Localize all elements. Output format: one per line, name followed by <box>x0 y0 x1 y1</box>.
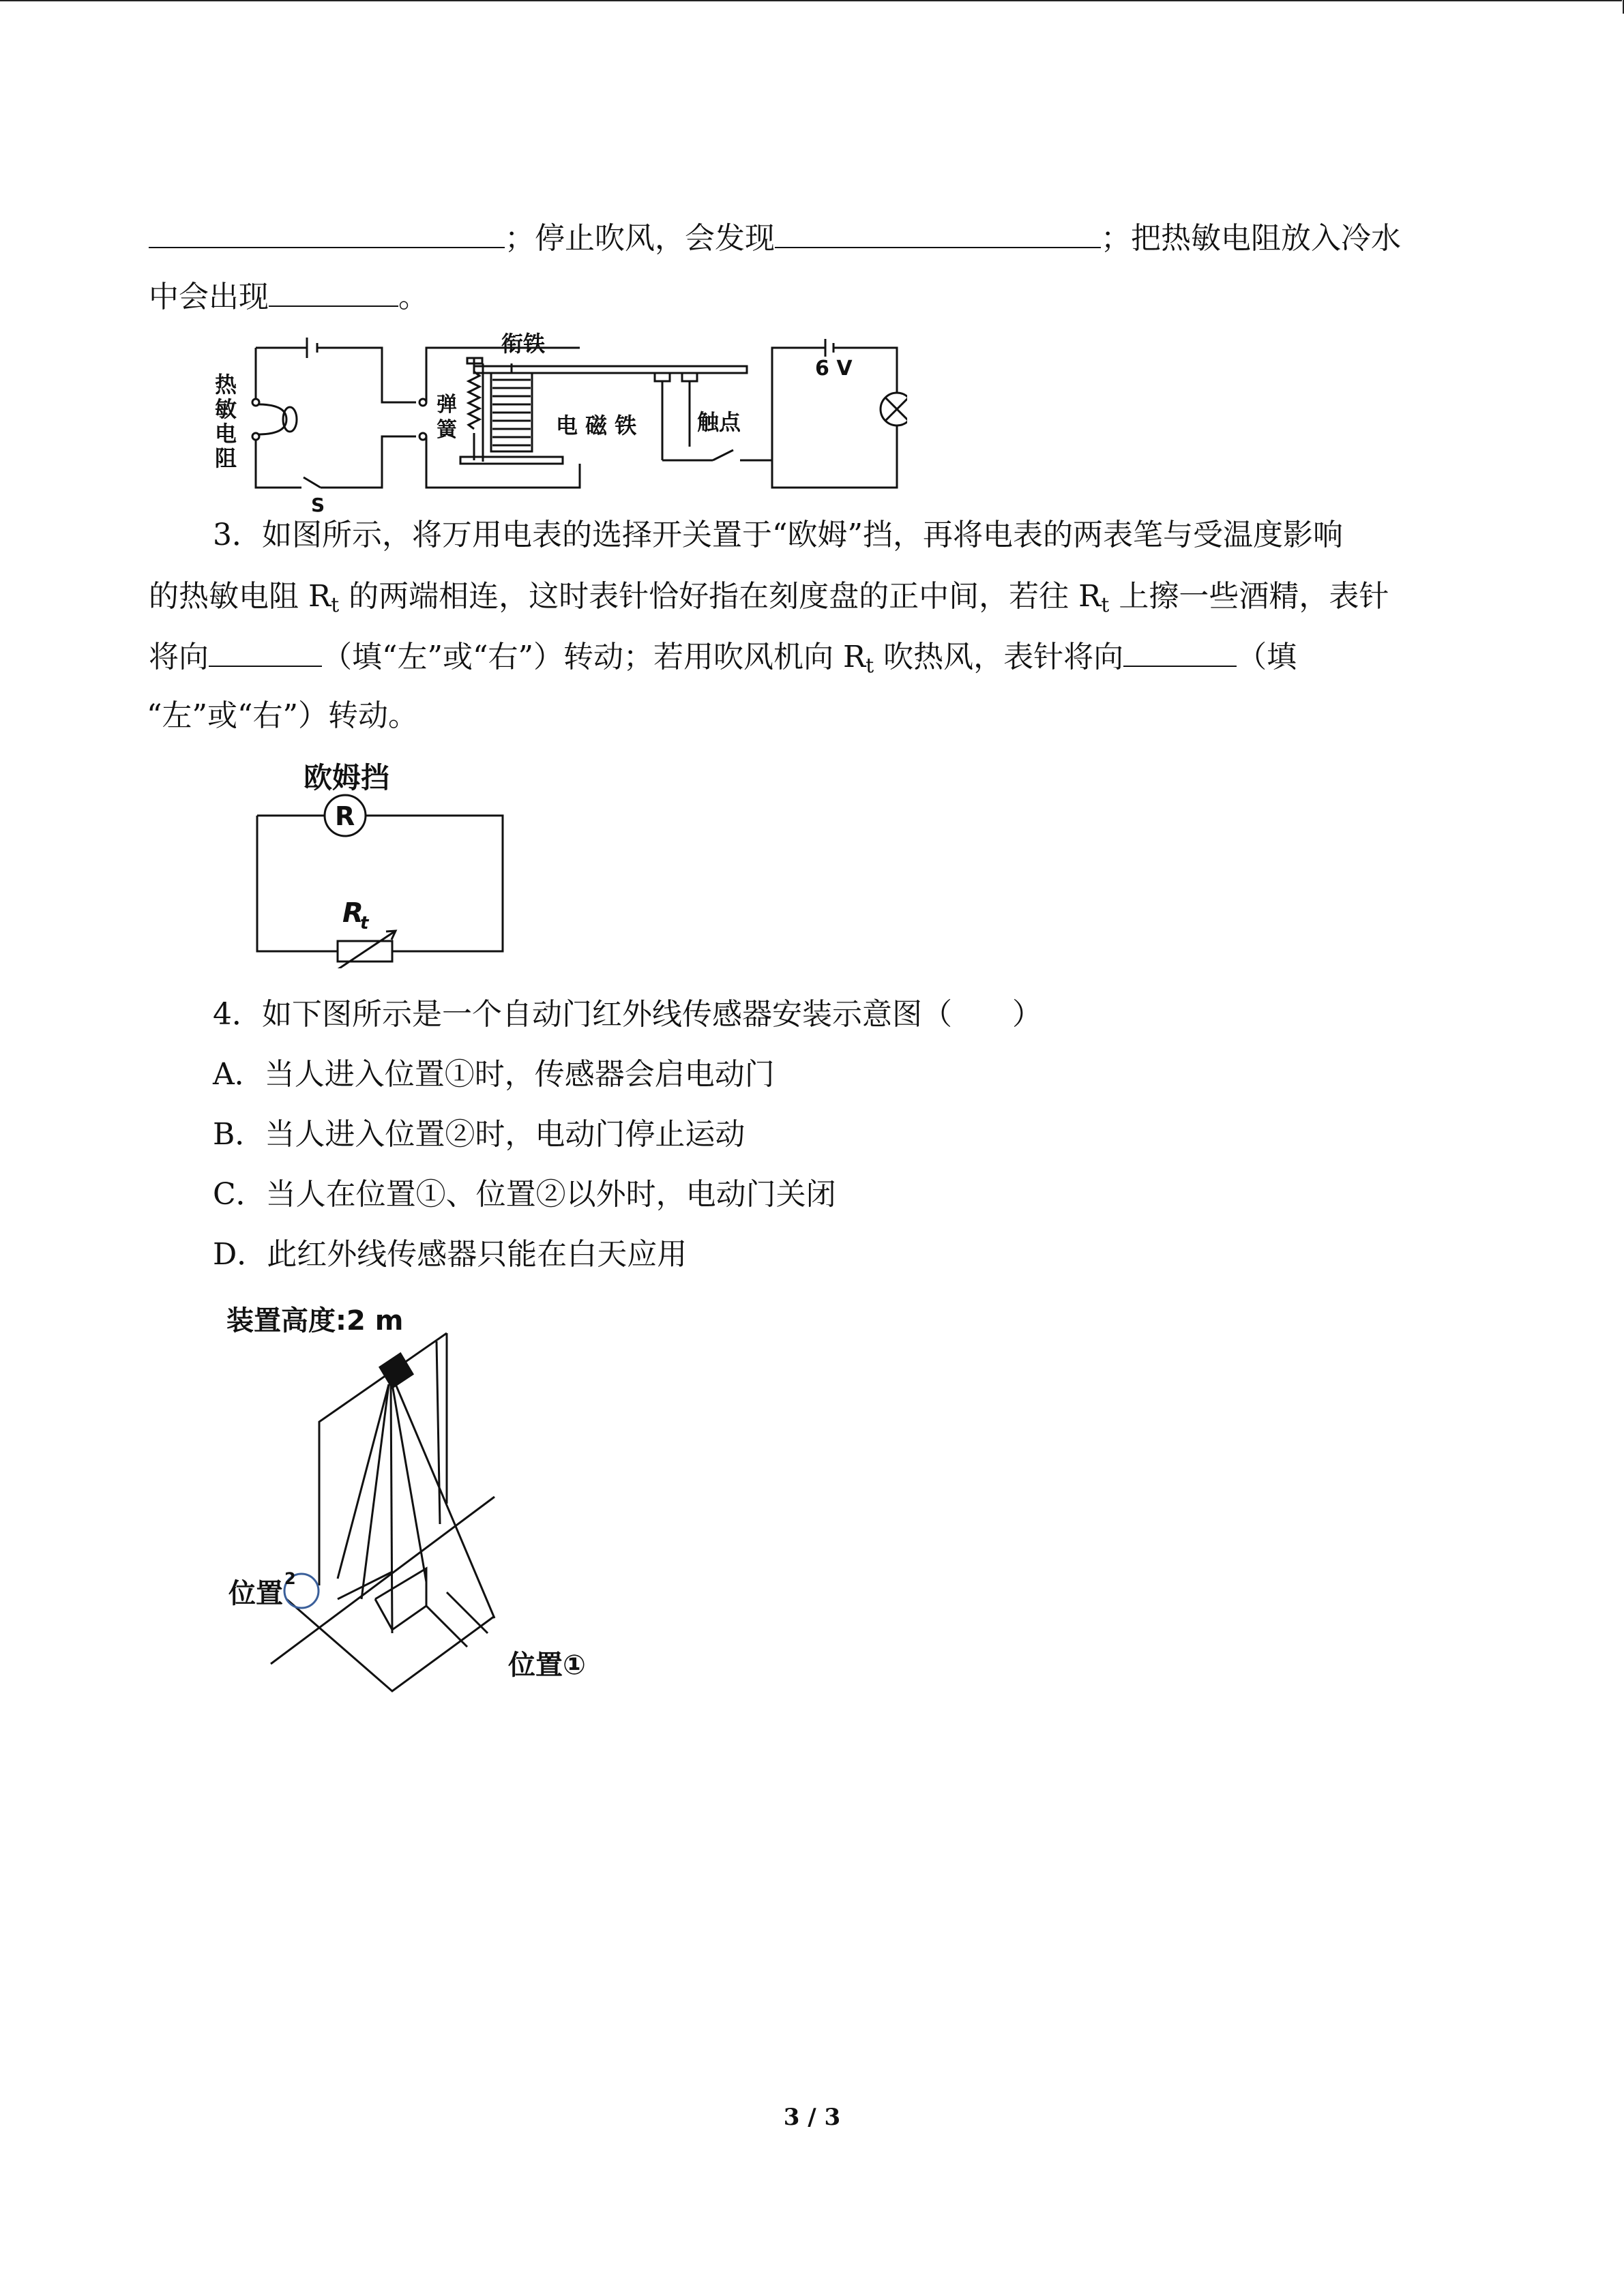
q4-option-d[interactable]: D．此红外线传感器只能在白天应用 <box>213 1237 688 1272</box>
q3-text: （填“左”或“右”）转动；若用吹风机向 R <box>322 640 866 674</box>
q2-text: ；停止吹风，会发现 <box>505 221 775 256</box>
label-voltage: 6 V <box>815 357 853 381</box>
label-spring: 簧 <box>437 418 457 442</box>
q4-option-b[interactable]: B．当人进入位置②时，电动门停止运动 <box>213 1117 745 1152</box>
label-position-2: 位置 <box>228 1578 283 1609</box>
label-armature: 衔铁 <box>501 331 546 357</box>
q3-line-4: “左”或“右”）转动。 <box>147 698 418 733</box>
q2-line-2 <box>149 275 428 318</box>
q4-stem: 4．如下图所示是一个自动门红外线传感器安装示意图（ ） <box>213 997 1042 1032</box>
label-thermistor-rt: R <box>342 897 364 929</box>
label-switch: S <box>311 494 325 515</box>
q3-text: 的热敏电阻 R <box>149 579 331 614</box>
label-thermistor: 热 <box>215 372 237 398</box>
subscript: t <box>331 593 340 617</box>
label-position-2-mark: 2 <box>284 1569 296 1588</box>
label-position-1: 位置① <box>508 1650 586 1681</box>
q2-line-1 <box>149 217 1401 259</box>
meter-symbol: R <box>335 801 355 831</box>
answer-blank[interactable] <box>149 217 505 248</box>
q3-text: 吹热风，表针将向 <box>874 640 1124 674</box>
label-thermistor: 敏 <box>215 396 237 422</box>
q4-option-c[interactable]: C．当人在位置①、位置②以外时，电动门关闭 <box>213 1177 836 1212</box>
q3-line-3 <box>149 636 1297 678</box>
label-thermistor: 电 <box>215 421 237 447</box>
answer-blank[interactable] <box>209 636 322 667</box>
page-top-border <box>0 0 1622 1</box>
page-number: 3 / 3 <box>783 2104 841 2131</box>
label-spring: 弹 <box>437 393 457 417</box>
q3-text: 的两端相连，这时表针恰好指在刻度盘的正中间，若往 R <box>339 579 1102 614</box>
subscript: t <box>1101 593 1110 617</box>
q3-text: 将向 <box>149 640 209 674</box>
q3-line-2 <box>149 576 1389 617</box>
label-subscript-t: t <box>360 913 369 934</box>
q3-text: （填 <box>1237 640 1297 674</box>
label-electromagnet: 电 磁 铁 <box>556 413 637 438</box>
label-ohm-range: 欧姆挡 <box>304 761 390 794</box>
subscript: t <box>866 654 874 678</box>
label-thermistor: 阻 <box>215 445 237 471</box>
q2-text: ；把热敏电阻放入冷水 <box>1101 221 1401 256</box>
q2-text: 。 <box>398 280 428 314</box>
q2-text: 中会出现 <box>149 280 269 314</box>
ohmmeter-circuit-figure <box>252 750 512 968</box>
label-contact: 触点 <box>697 409 741 435</box>
relay-circuit-figure <box>211 331 907 515</box>
q3-text: 上擦一些酒精，表针 <box>1109 579 1389 614</box>
answer-blank[interactable] <box>775 217 1101 248</box>
q4-option-a[interactable]: A．当人进入位置①时，传感器会启电动门 <box>213 1057 775 1092</box>
answer-blank[interactable] <box>1123 636 1237 667</box>
door-sensor-figure <box>222 1299 604 1701</box>
q3-line-1: 3．如图所示，将万用电表的选择开关置于“欧姆”挡，再将电表的两表笔与受温度影响 <box>213 518 1343 552</box>
answer-blank[interactable] <box>269 275 398 307</box>
label-install-height: 装置高度:2 m <box>226 1305 404 1337</box>
